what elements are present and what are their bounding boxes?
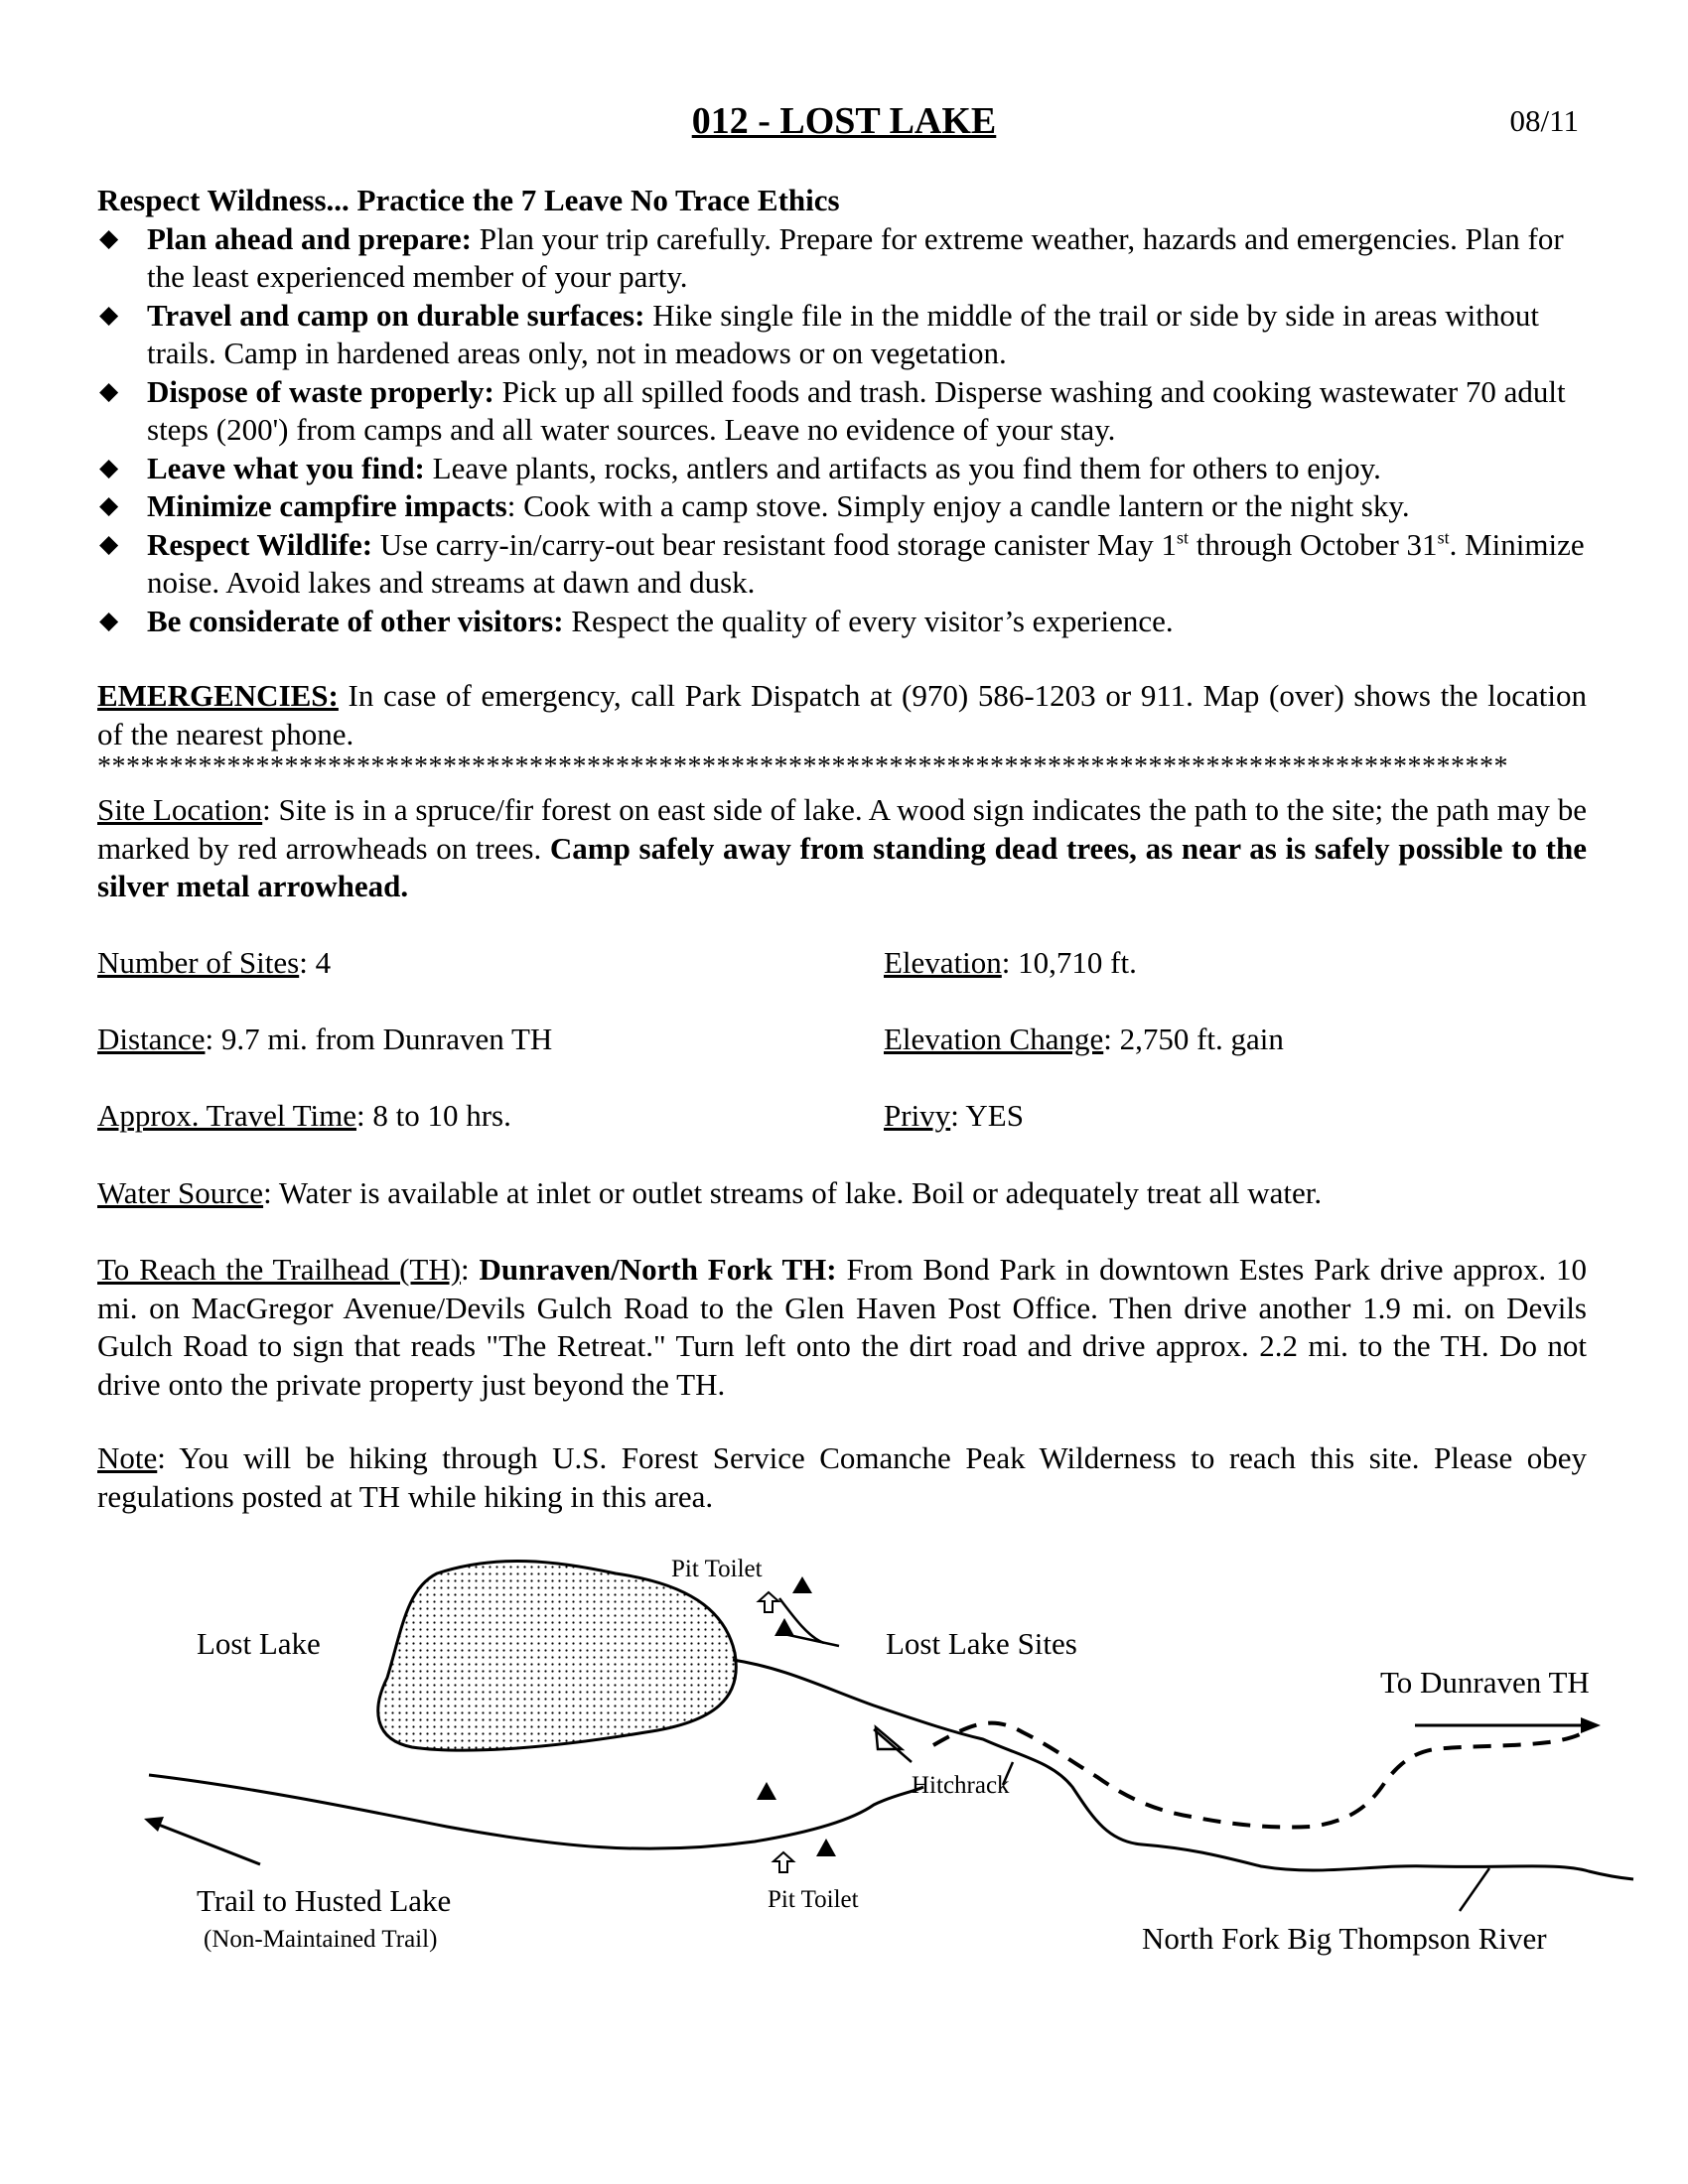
fact-value: : YES: [950, 1098, 1024, 1133]
note-label: Note: [97, 1440, 158, 1475]
diamond-bullet-icon: ◆: [99, 530, 119, 558]
item-text: Hike single file in the middle of the trail or side by side in areas without trails. Camp in hardened areas only, not in meadows or on vegetation.: [147, 297, 1539, 370]
lake-shape: [378, 1561, 737, 1750]
item-title: Respect Wildlife:: [147, 526, 373, 562]
trailhead-colon: :: [461, 1252, 480, 1287]
pit-toilet-label: Pit Toilet: [768, 1886, 859, 1913]
non-maintained-label: (Non-Maintained Trail): [204, 1926, 438, 1953]
trailhead-label: To Reach the Trailhead (TH): [97, 1252, 462, 1287]
trail-husted-label: Trail to Husted Lake: [197, 1883, 452, 1918]
item-title: Dispose of waste properly:: [147, 373, 494, 409]
item-title: Plan ahead and prepare:: [147, 220, 472, 256]
campsite-icon: [774, 1618, 794, 1636]
lost-lake-sites-label: Lost Lake Sites: [886, 1626, 1077, 1661]
item-text: through October 31: [1189, 526, 1438, 562]
note-text: : You will be hiking through U.S. Forest Service Comanche Peak Wilderness to reach this site. Please obey regulations posted at TH while hiking in this area.: [97, 1440, 1587, 1514]
site-location-text: : Site is in a spruce/fir forest on east side of lake. A wood sign indicates the path to the site; the path may be marked by red arrowheads on trees.: [97, 792, 1588, 866]
item-text: Pick up all spilled foods and trash. Disperse washing and cooking wastewater 70 adult steps (200') from camps and all water sources. Leave no evidence of your stay.: [147, 373, 1566, 447]
to-dunraven-label: To Dunraven TH: [1380, 1665, 1590, 1700]
river-line: [149, 1775, 923, 1848]
item-title: Travel and camp on durable surfaces:: [147, 297, 645, 333]
diamond-bullet-icon: ◆: [99, 454, 119, 481]
dashed-trail: [933, 1723, 1584, 1828]
item-text: Respect the quality of every visitor’s experience.: [563, 603, 1174, 638]
fact-label: Elevation: [884, 945, 1002, 980]
fact-label: Approx. Travel Time: [97, 1098, 356, 1133]
water-label: Water Source: [97, 1175, 264, 1210]
fact-label: Number of Sites: [97, 945, 300, 980]
arrow-right-icon: [1581, 1717, 1601, 1733]
diamond-bullet-icon: ◆: [99, 301, 119, 329]
pit-toilet-label: Pit Toilet: [671, 1556, 763, 1582]
lnt-heading: Respect Wildness... Practice the 7 Leave No Trace Ethics: [97, 183, 840, 217]
arrow-left-icon: [144, 1817, 164, 1832]
campsite-icon: [816, 1839, 836, 1856]
hitchrack-label: Hitchrack: [912, 1772, 1010, 1799]
item-text: Plan your trip carefully. Prepare for extreme weather, hazards and emergencies. Plan for the least experienced member of your party.: [147, 220, 1564, 294]
fact-value: : 8 to 10 hrs.: [355, 1098, 511, 1133]
diamond-bullet-icon: ◆: [99, 224, 119, 252]
diamond-bullet-icon: ◆: [99, 607, 119, 634]
fact-value: : 9.7 mi. from Dunraven TH: [205, 1022, 553, 1056]
page-title: 012 - LOST LAKE: [691, 100, 997, 142]
revision-date: 08/11: [1509, 103, 1579, 138]
fact-value: : 2,750 ft. gain: [1103, 1022, 1284, 1056]
campsite-icon: [792, 1576, 812, 1593]
trailhead-name: Dunraven/North Fork TH:: [479, 1252, 837, 1287]
toilet-icon: [759, 1592, 778, 1612]
item-text: : Cook with a camp stove. Simply enjoy a candle lantern or the night sky.: [506, 488, 1410, 523]
diamond-bullet-icon: ◆: [99, 492, 119, 519]
item-title: Be considerate of other visitors:: [147, 603, 564, 638]
emergencies-label: EMERGENCIES:: [97, 678, 339, 713]
toilet-icon: [774, 1852, 793, 1872]
separator: **************************************************************************************************: [97, 751, 1508, 782]
river-label: North Fork Big Thompson River: [1142, 1921, 1547, 1956]
fact-value: : 10,710 ft.: [1001, 945, 1137, 980]
lost-lake-label: Lost Lake: [197, 1626, 321, 1661]
fact-label: Privy: [884, 1098, 951, 1133]
fact-value: : 4: [299, 945, 332, 980]
fact-label: Elevation Change: [884, 1022, 1104, 1056]
emergencies-text: In case of emergency, call Park Dispatch at (970) 586-1203 or 911. Map (over) shows the location of the nearest phone.: [97, 678, 1587, 751]
site-location-warning: Camp safely away from standing dead trees, as near as is safely possible to the silver metal arrowhead.: [97, 830, 1588, 903]
item-title: Minimize campfire impacts: [147, 488, 507, 523]
item-title: Leave what you find:: [147, 450, 425, 485]
ordinal-suffix: st: [1177, 527, 1190, 548]
hitchrack-icon: [876, 1727, 902, 1749]
diamond-bullet-icon: ◆: [99, 377, 119, 405]
water-text: : Water is available at inlet or outlet streams of lake. Boil or adequately treat all water.: [263, 1175, 1323, 1210]
trail-line: [779, 1598, 824, 1643]
ordinal-suffix: st: [1437, 527, 1450, 548]
item-text: Use carry-in/carry-out bear resistant food storage canister May 1: [372, 526, 1178, 562]
campsite-icon: [757, 1782, 776, 1800]
item-text: Leave plants, rocks, antlers and artifacts as you find them for others to enjoy.: [424, 450, 1381, 485]
site-location-label: Site Location: [97, 792, 263, 827]
fact-label: Distance: [97, 1022, 206, 1056]
trailhead-text: From Bond Park in downtown Estes Park drive approx. 10 mi. on MacGregor Avenue/Devils Gulch Road to the Glen Haven Post Office. Then drive another 1.9 mi. on Devils Gulch Road to sign that reads "The Retreat." Turn left onto the dirt road and drive approx. 2.2 mi. to the TH. Do not drive onto the private property just beyond the TH.: [97, 1252, 1587, 1402]
item-text: . Minimize noise. Avoid lakes and streams at dawn and dusk.: [147, 526, 1585, 600]
